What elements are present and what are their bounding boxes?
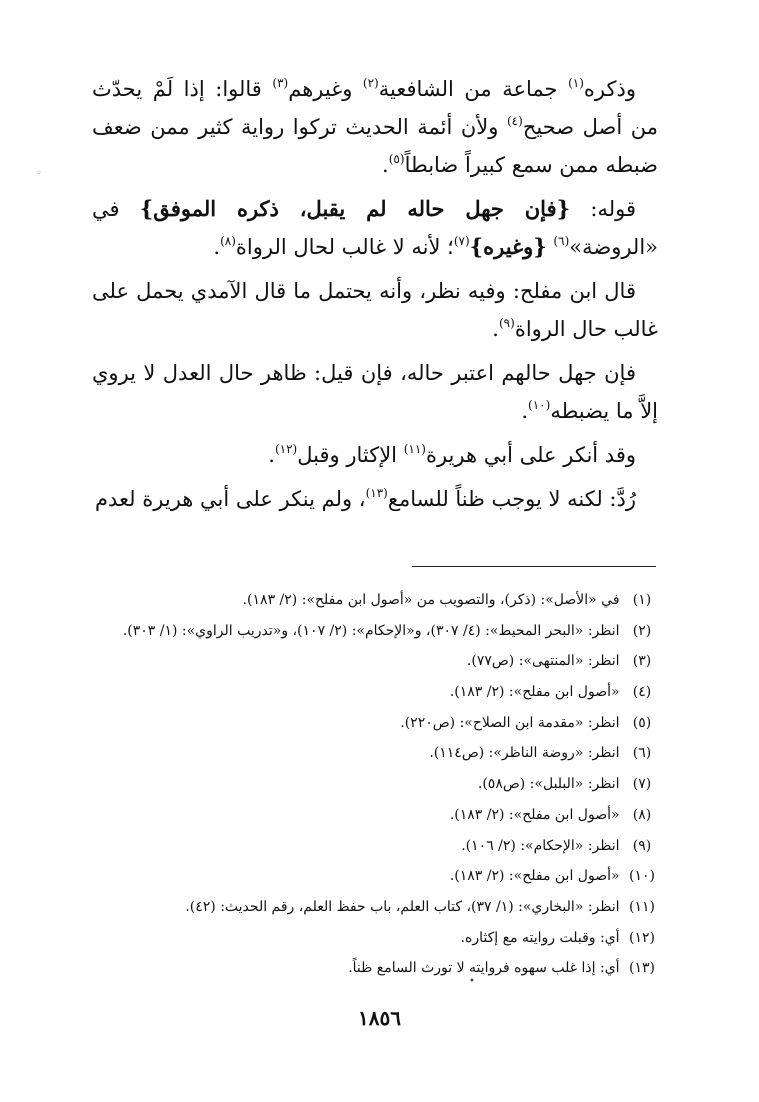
paragraph-3: قال ابن مفلح: وفيه نظر، وأنه يحتمل ما قال الآمدي يحمل على غالب حال الرواة$^{(٩)}$. [92,279,658,341]
footnote-ref[interactable]: (٩) [498,316,515,330]
footnote-ref[interactable]: (١) [568,76,584,90]
scan-speck: • [469,976,475,987]
main-text [92,70,658,524]
footnote-item [80,861,660,892]
footnote-text: «أصول ابن مفلح»: (٢/ ١٨٣). [449,684,620,701]
footnote-text: انظر: «البلبل»: (ص٥٨). [477,776,620,793]
footnote-number: (١٠) [629,868,655,885]
footnote-number: (٦) [632,745,652,762]
footnote-text: انظر: «مقدمة ابن الصلاح»: (ص٢٢٠). [400,714,620,731]
footnote-ref[interactable]: (٥) [388,152,405,166]
footnote-text: أي: وقبلت روايته مع إكثاره. [460,929,620,946]
footnote-number: (٩) [632,837,652,854]
paragraph-4: فإن جهل حالهم اعتبر حاله، فإن قيل: ظاهر حال العدل لا يروي إلاَّ ما يضبطه$^{(١٠)}$. [92,361,658,423]
footnote-ref[interactable]: (٤) [506,114,523,128]
footnote-ref[interactable]: (١٣) [365,486,388,500]
footnote-text: انظر: «المنتهى»: (ص٧٧). [466,653,620,670]
paragraph-2: قوله: {فإن جهل حاله لم يقبل، ذكره الموفق} في «الروضة»$^{(٦)}$ {وغيره}$^{(٧)}$؛ لأنه لا غالب لحال الرواة$^{(٨)}$. [92,196,658,259]
footnote-ref[interactable]: (٧) [453,234,470,248]
scan-speck: ◦ [36,168,42,179]
footnote-ref[interactable]: (٢) [362,76,379,90]
footnote-ref[interactable]: (٨) [220,234,236,248]
footnote-text: انظر: «البخاري»: (١/ ٣٧)، كتاب العلم، باب حفظ العلم، رقم الحديث: (٤٢). [185,898,620,915]
footnote-ref[interactable]: (٦) [553,234,570,248]
footnote-item [80,738,660,769]
footnote-number: (٤) [632,684,652,701]
footnote-item [80,892,660,923]
footnote-item [80,708,660,739]
quoted-matn: {وغيره} [469,234,547,259]
footnote-item [80,923,660,954]
footnote-ref[interactable]: (٣) [272,76,289,90]
footnote-ref[interactable]: (١٢) [274,442,298,456]
page-number: ١٨٥٦ [358,1006,401,1030]
footnote-text: «أصول ابن مفلح»: (٢/ ١٨٣). [449,868,620,885]
footnote-item [80,953,660,984]
footnote-text: أي: إذا غلب سهوه فروايته لا تورث السامع ظناً. [348,960,620,977]
footnote-item [80,585,660,616]
footnote-text: انظر: «الإحكام»: (٢/ ١٠٦). [461,837,620,854]
footnote-number: (١٣) [629,960,655,977]
footnote-text: في «الأصل»: (ذكر)، والتصويب من «أصول ابن مفلح»: (٢/ ١٨٣). [242,592,620,608]
paragraph-5: وقد أنكر على أبي هريرة$^{(١١)}$ الإكثار وقبل$^{(١٢)}$. [268,442,636,467]
footnote-number: (١٢) [629,929,655,946]
footnote-item [80,800,660,831]
footnote-item [80,677,660,708]
footnote-ref[interactable]: (١١) [403,442,426,456]
footnote-item [80,831,660,862]
footnotes [80,585,660,984]
footnote-item [80,646,660,677]
footnote-number: (٨) [632,806,652,823]
footnote-item [80,769,660,800]
paragraph-6: رُدَّ: لكنه لا يوجب ظناً للسامع$^{(١٣)}$، ولم ينكر على أبي هريرة لعدم [95,486,636,511]
footnote-text: انظر: «روضة الناظر»: (ص١١٤). [429,745,620,762]
footnote-number: (٣) [632,653,652,670]
footnote-number: (٢) [632,622,652,639]
quoted-matn: {فإن جهل حاله لم يقبل، ذكره الموفق} [139,196,571,221]
footnote-separator [412,566,656,567]
footnote-number: (٧) [632,776,652,793]
paragraph-1: وذكره$^{(١)}$ جماعة من الشافعية$^{(٢)}$ وغيرهم$^{(٣)}$ قالوا: إذا لَمْ يحدّث من أصل صحيح$^{(٤)}$ ولأن أئمة الحديث تركوا رواية كثير ممن ضعف ضبطه ممن سمع كبيراً ضابطاً$^{(٥)}$. [92,76,659,177]
footnote-text: انظر: «البحر المحيط»: (٤/ ٣٠٧)، و«الإحكام»: (٢/ ١٠٧)، و«تدريب الراوي»: (١/ ٣٠٣). [122,622,620,639]
footnote-number: (٥) [632,714,652,731]
footnote-text: «أصول ابن مفلح»: (٢/ ١٨٣). [449,806,620,823]
footnote-ref[interactable]: (١٠) [528,398,551,412]
footnote-item [80,616,660,647]
footnote-number: (١) [632,592,652,608]
footnote-number: (١١) [629,898,655,915]
